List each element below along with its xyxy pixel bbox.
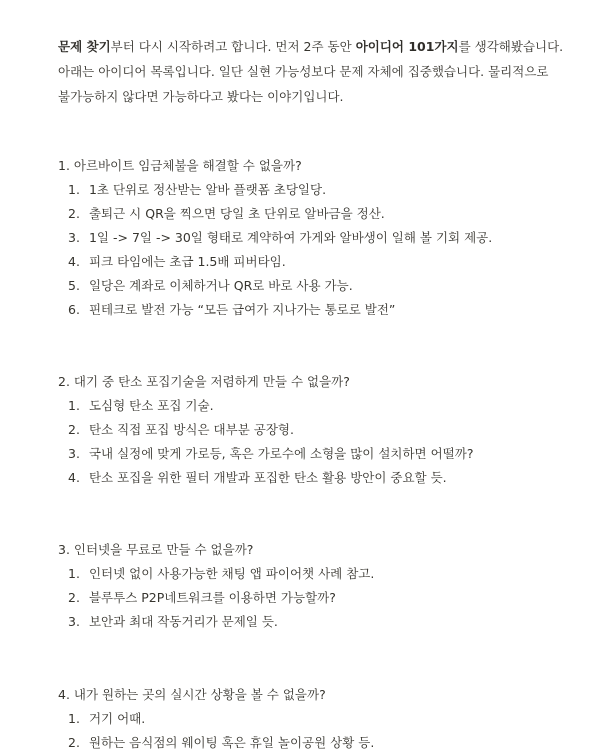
list-number: 6.: [68, 302, 80, 317]
list-text: 탄소 직접 포집 방식은 대부분 공장형.: [88, 422, 294, 437]
list-number: 4.: [68, 470, 80, 485]
list-text: 탄소 포집을 위한 필터 개발과 포집한 탄소 활용 방안이 중요할 듯.: [88, 470, 447, 485]
list-item: [68, 610, 598, 634]
list-text: 거기 어때.: [88, 711, 146, 726]
list-item: [68, 707, 598, 731]
list-item: [68, 202, 598, 226]
list-text: 1일 -> 7일 -> 30일 형태로 계약하여 가게와 알바생이 일해 볼 기회 제공.: [88, 230, 493, 245]
list-text: 1초 단위로 정산받는 알바 플랫폼 초당일당.: [88, 182, 327, 197]
list-text: 핀테크로 발전 가능 “모든 급여가 지나가는 통로로 발전”: [88, 302, 396, 317]
list-item: [68, 586, 598, 610]
list-number: 2.: [68, 422, 80, 437]
intro-text-2: 를 생각해봤습니다.: [458, 39, 564, 54]
idea-heading-2: 2. 대기 중 탄소 포집기술을 저렴하게 만들 수 없을까?: [58, 374, 350, 389]
list-text: 블루투스 P2P네트워크를 이용하면 가능할까?: [88, 590, 336, 605]
idea-sublist-4: [58, 707, 598, 755]
idea-heading-1: 1. 아르바이트 임금체불을 해결할 수 없을까?: [58, 158, 302, 173]
intro-line-3: 불가능하지 않다면 가능하다고 봤다는 이야기입니다.: [58, 89, 344, 104]
list-item: [68, 731, 598, 755]
intro-line-1: [58, 34, 578, 59]
idea-heading-4: 4. 내가 원하는 곳의 실시간 상황을 볼 수 없을까?: [58, 687, 326, 702]
list-number: 3.: [68, 614, 80, 629]
idea-section-2: [58, 370, 598, 490]
intro-text-1: 부터 다시 시작하려고 합니다. 먼저 2주 동안: [110, 39, 356, 54]
list-number: 2.: [68, 590, 80, 605]
idea-section-3: [58, 538, 598, 634]
list-number: 4.: [68, 254, 80, 269]
idea-sublist-2: [58, 394, 598, 490]
list-text: 인터넷 없이 사용가능한 채팅 앱 파이어챗 사례 참고.: [88, 566, 375, 581]
intro-bold-ideas: 아이디어 101가지: [355, 39, 459, 54]
list-item: [68, 226, 598, 250]
list-item: [68, 394, 598, 418]
intro-line-2: 아래는 아이디어 목록입니다. 일단 실현 가능성보다 문제 자체에 집중했습니다. 물리적으로: [58, 64, 549, 79]
list-number: 1.: [68, 182, 80, 197]
list-item: [68, 562, 598, 586]
list-text: 보안과 최대 작동거리가 문제일 듯.: [88, 614, 278, 629]
idea-section-4: [58, 683, 598, 755]
list-number: 1.: [68, 566, 80, 581]
intro-bold-problem: 문제 찾기: [58, 39, 111, 54]
idea-sublist-1: [58, 178, 598, 322]
list-item: [68, 274, 598, 298]
intro-paragraph: [58, 34, 578, 109]
list-item: [68, 466, 598, 490]
list-number: 3.: [68, 230, 80, 245]
list-text: 도심형 탄소 포집 기술.: [88, 398, 214, 413]
list-text: 출퇴근 시 QR을 찍으면 당일 초 단위로 알바금을 정산.: [88, 206, 385, 221]
list-item: [68, 298, 598, 322]
list-number: 1.: [68, 398, 80, 413]
list-text: 국내 실정에 맞게 가로등, 혹은 가로수에 소형을 많이 설치하면 어떨까?: [88, 446, 474, 461]
list-number: 2.: [68, 735, 80, 750]
list-number: 2.: [68, 206, 80, 221]
list-text: 일당은 계좌로 이체하거나 QR로 바로 사용 가능.: [88, 278, 353, 293]
list-text: 원하는 음식점의 웨이팅 혹은 휴일 놀이공원 상황 등.: [88, 735, 375, 750]
idea-section-1: [58, 154, 598, 322]
list-text: 피크 타임에는 초급 1.5배 피버타임.: [88, 254, 286, 269]
list-item: [68, 442, 598, 466]
list-number: 3.: [68, 446, 80, 461]
list-item: [68, 178, 598, 202]
list-item: [68, 250, 598, 274]
list-number: 5.: [68, 278, 80, 293]
list-number: 1.: [68, 711, 80, 726]
list-item: [68, 418, 598, 442]
idea-heading-3: 3. 인터넷을 무료로 만들 수 없을까?: [58, 542, 254, 557]
idea-sublist-3: [58, 562, 598, 634]
